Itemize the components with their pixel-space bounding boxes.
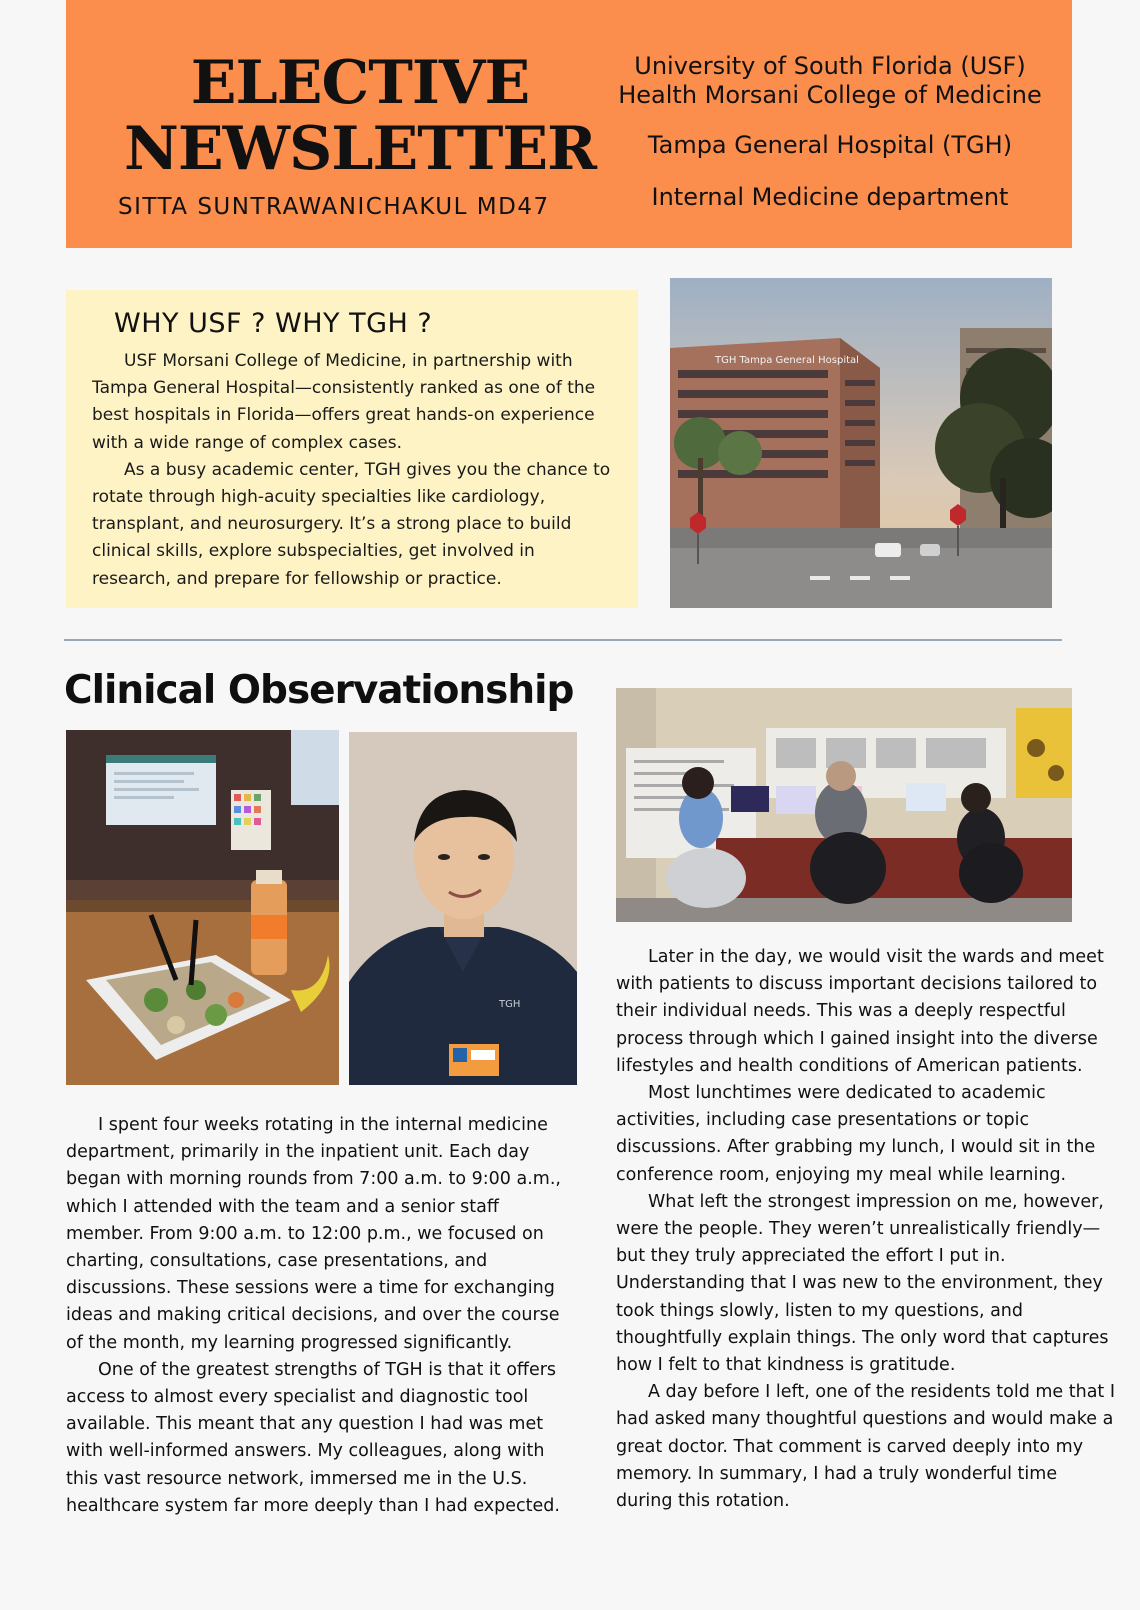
clinical-paragraph: What left the strongest impression on me, however, were the people. They weren’t unrealistically friendly—but they truly appreciated the effort I put in. Understanding that I was new to the environment, they took things slowly, listen to my questions, and thoughtfully explain things. The only word that captures how I felt to that kindness is gratitude.	[616, 1191, 1109, 1376]
clinical-heading: Clinical Observationship	[64, 668, 574, 713]
clinical-text-left	[66, 1112, 576, 1520]
workroom-team-photo	[616, 688, 1072, 922]
newsletter-title	[120, 50, 600, 182]
why-paragraph: As a busy academic center, TGH gives you the chance to rotate through high-acuity specialties like cardiology, transplant, and neurosurgery. It’s a strong place to build clinical skills, explore subspecialties, get involved in research, and prepare for fellowship or practice.	[92, 459, 611, 589]
institution-line-1: University of South Florida (USF)	[634, 52, 1026, 80]
hospital-sign-text: TGH Tampa General Hospital	[715, 355, 859, 366]
section-divider	[64, 639, 1062, 641]
clinical-paragraph: I spent four weeks rotating in the internal medicine department, primarily in the inpatient unit. Each day began with morning rounds from 7:00 a.m. to 9:00 a.m., which I attended with the team and a senior staff member. From 9:00 a.m. to 12:00 p.m., we focused on charting, consultations, case presentations, and discussions. These sessions were a time for exchanging ideas and making critical decisions, and over the course of the month, my learning progressed significantly.	[66, 1115, 561, 1353]
why-usf-text	[92, 348, 612, 593]
clinical-paragraph: One of the greatest strengths of TGH is that it offers access to almost every specialist and diagnostic tool available. This meant that any question I had was met with well-informed answers. My colleagues, along with this vast resource network, immersed me in the U.S. healthcare system far more deeply than I had expected.	[66, 1359, 560, 1516]
institution-name	[600, 52, 1060, 110]
institution-line-2: Health Morsani College of Medicine	[618, 81, 1042, 109]
lunch-conference-room-photo	[66, 730, 339, 1085]
department-name: Internal Medicine department	[651, 183, 1009, 211]
clinical-paragraph: Later in the day, we would visit the wards and meet with patients to discuss important decisions tailored to their individual needs. This was a deeply respectful process through which I gained insight into the diverse lifestyles and health conditions of American patients.	[616, 947, 1104, 1076]
hospital-building-photo	[670, 278, 1052, 608]
clinical-paragraph: A day before I left, one of the residents told me that I had asked many thoughtful questions and would make a great doctor. That comment is carved deeply into my memory. In summary, I had a truly wonderful time during this rotation.	[616, 1382, 1116, 1512]
author-name: SITTA SUNTRAWANICHAKUL MD47	[118, 194, 550, 220]
hospital-name: Tampa General Hospital (TGH)	[647, 131, 1013, 159]
title-line-1: ELECTIVE	[190, 48, 530, 118]
student-selfie-photo	[349, 732, 577, 1085]
clinical-text-right	[616, 944, 1116, 1515]
why-paragraph: USF Morsani College of Medicine, in partnership with Tampa General Hospital—consistently ranked as one of the best hospitals in Florida—offers great hands-on experience with a wide range of complex cases.	[92, 351, 596, 453]
clinical-paragraph: Most lunchtimes were dedicated to academic activities, including case presentations or topic discussions. After grabbing my lunch, I would sit in the conference room, enjoying my meal while learning.	[616, 1083, 1096, 1185]
jacket-logo-text: TGH	[499, 999, 521, 1010]
why-usf-heading: WHY USF ? WHY TGH ?	[114, 308, 433, 339]
title-line-2: NEWSLETTER	[124, 114, 596, 184]
